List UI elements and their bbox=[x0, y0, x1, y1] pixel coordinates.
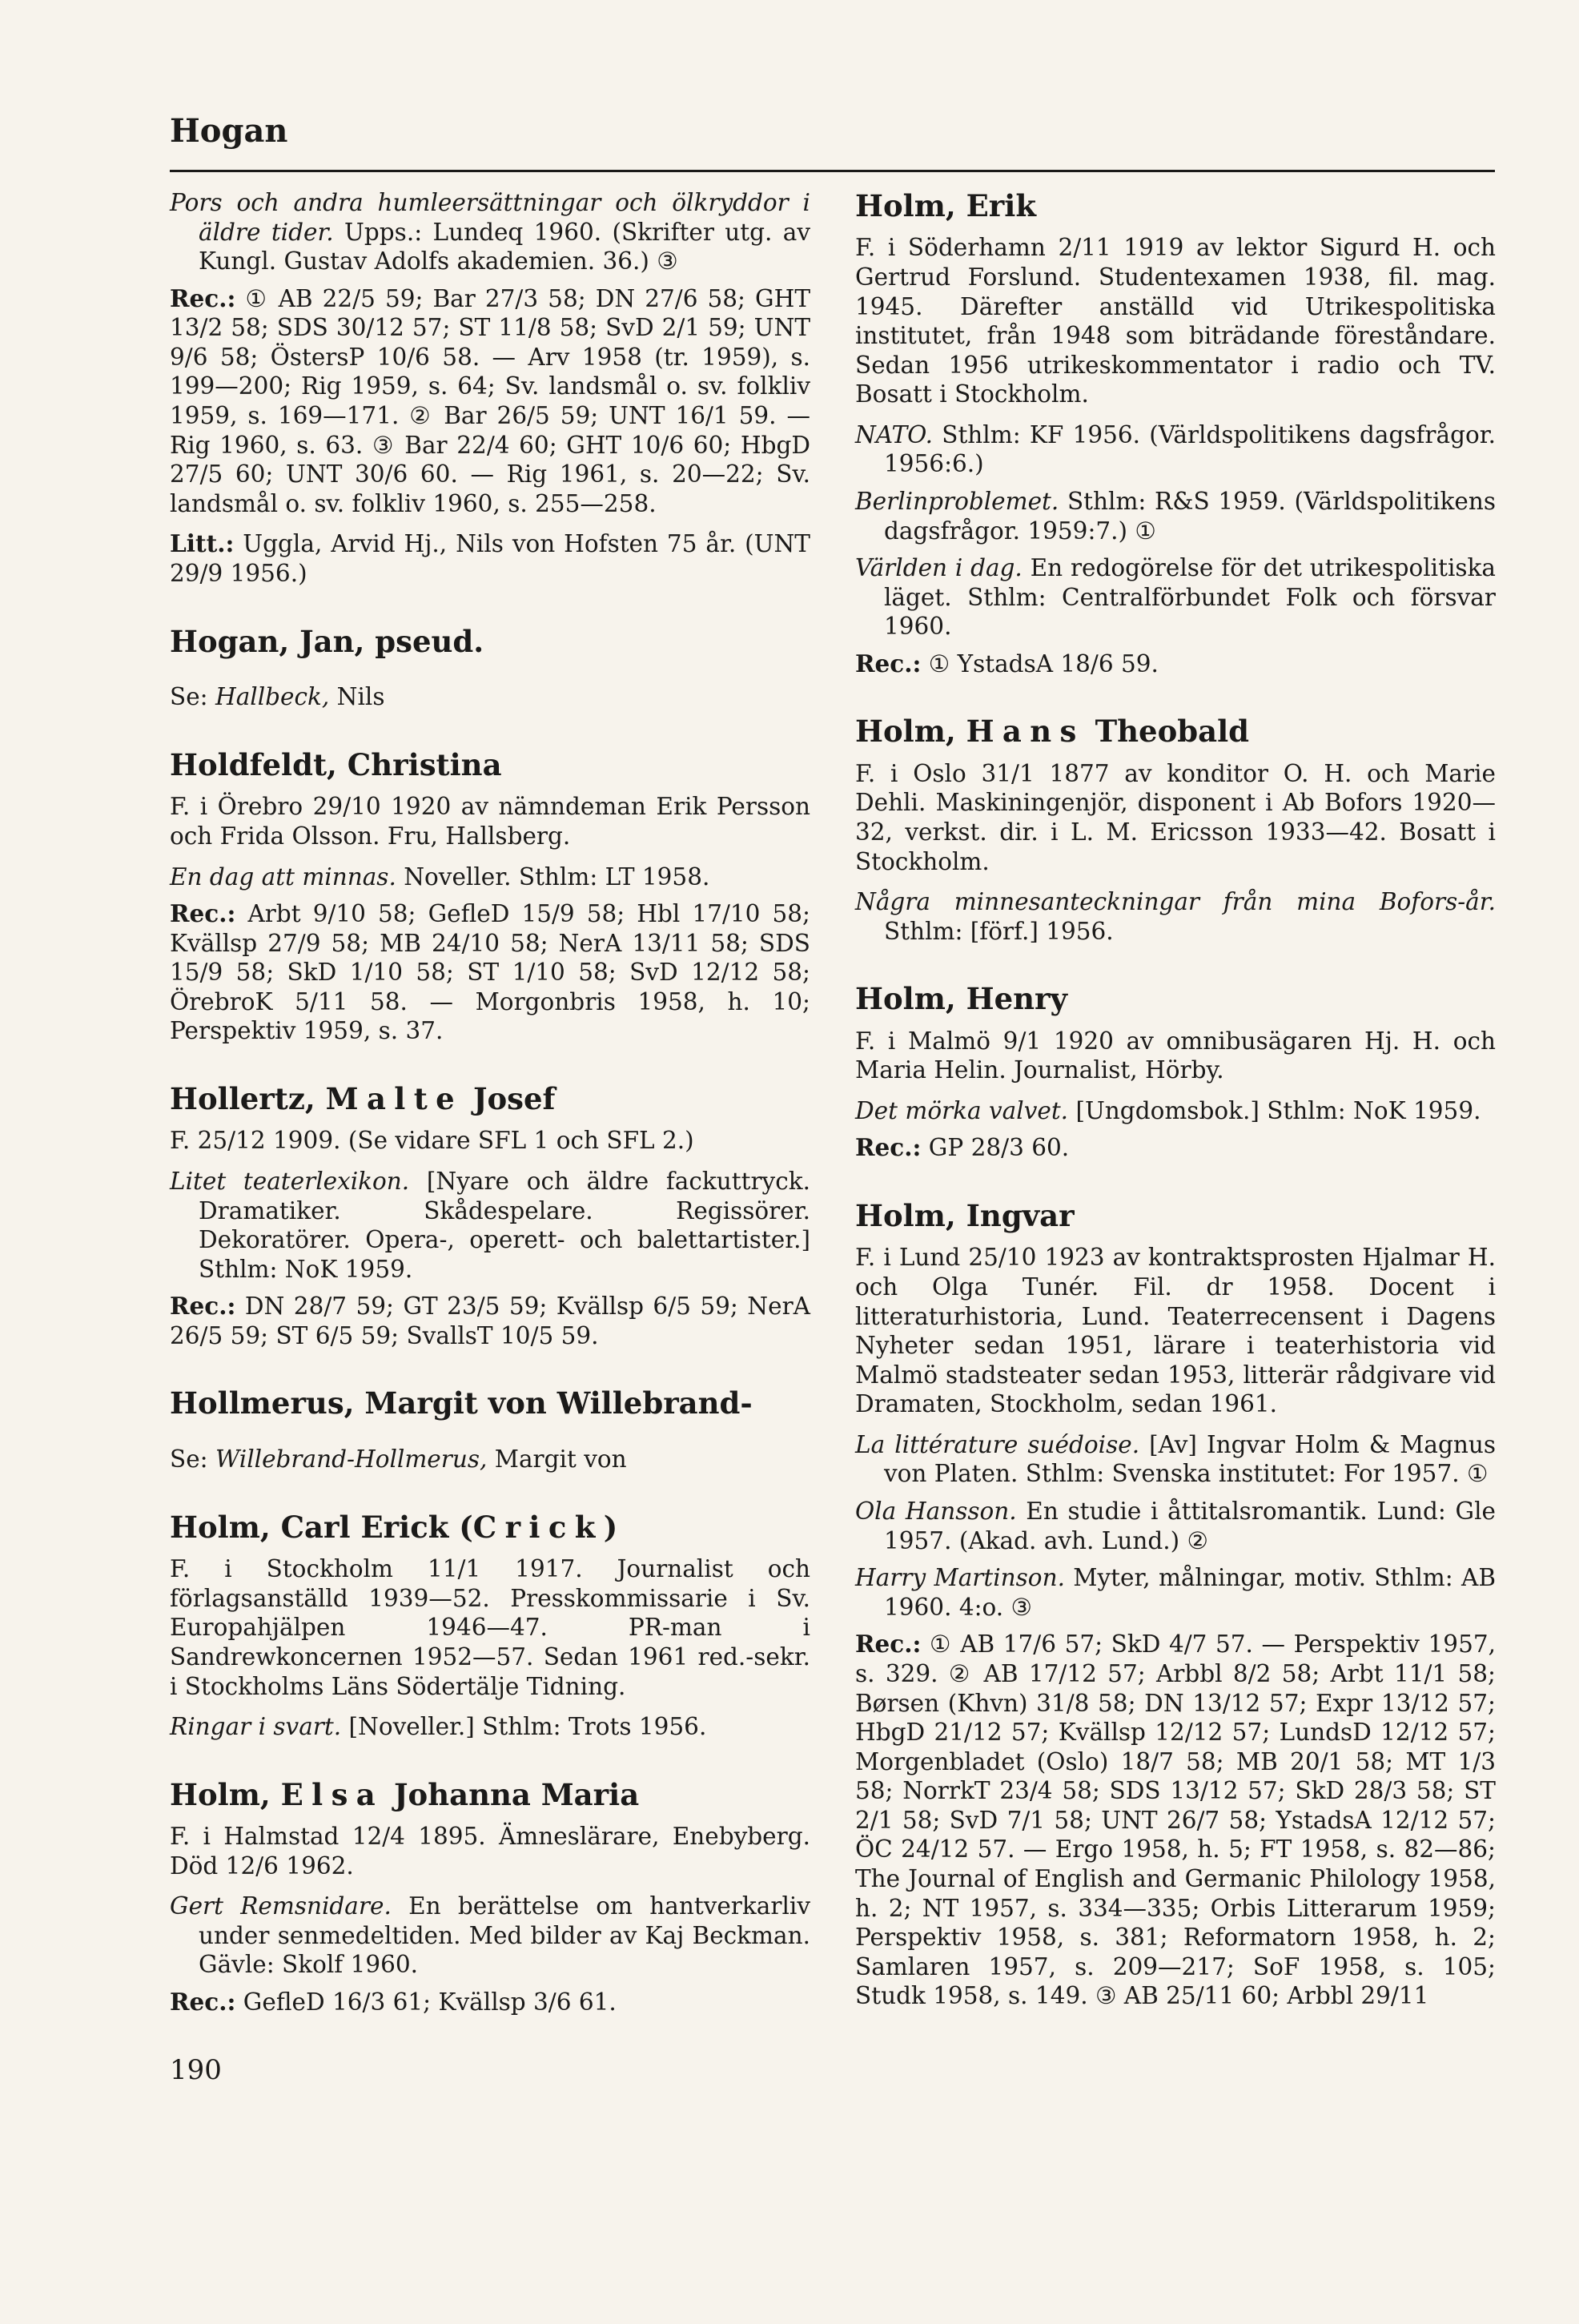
entry-hollertz bbox=[170, 1081, 810, 1350]
biography: F. i Malmö 9/1 1920 av omnibusägaren Hj. H. och Maria Helin. Journalist, Hörby. bbox=[855, 1027, 1496, 1084]
see-prefix: Se: bbox=[170, 1445, 215, 1474]
entry-name: Holm, Ingvar bbox=[855, 1198, 1075, 1234]
reviews-label: Rec.: bbox=[170, 283, 236, 312]
reviews-text: ① AB 22/5 59; Bar 27/3 58; DN 27/6 58; GHT 13/2 58; SDS 30/12 57; ST 11/8 58; SvD 2/1 59; UNT 9/6 58; ÖstersP 10/6 58. — Arv 1958 (tr. 1959), s. 199—200; Rig 1959, s. 64; Sv. landsmål o. sv. folkliv 1959, s. 169—171. ② Bar 26/5 59; UNT 16/1 59. — Rig 1960, s. 63. ③ Bar 22/4 60; GHT 10/6 60; HbgD 27/5 60; UNT 30/6 60. — Rig 1961, s. 20—22; Sv. landsmål o. sv. folkliv 1960, s. 255—258. bbox=[170, 284, 810, 517]
work-details: Noveller. Sthlm: LT 1958. bbox=[396, 862, 710, 891]
work-details: [Av] Ingvar Holm & Magnus von Platen. Sthlm: Svenska institutet: For 1957. ① bbox=[884, 1430, 1496, 1488]
reviews-label: Rec.: bbox=[855, 649, 922, 677]
cross-reference bbox=[170, 1445, 810, 1474]
biography: F. i Stockholm 11/1 1917. Journalist och förlagsanställd 1939—52. Presskommissarie i Sv. Europahjälpen 1946—47. PR-man i Sandrewkoncernen 1952—57. Sedan 1961 red.-sekr. i Stockholms Läns Södertälje Tidning. bbox=[170, 1555, 810, 1700]
entry-name: Holdfeldt, Christina bbox=[170, 746, 502, 782]
reviews bbox=[855, 1133, 1496, 1163]
entry-hogan-jan bbox=[170, 624, 810, 712]
reviews bbox=[170, 1292, 810, 1350]
work-details: Sthlm: R&S 1959. (Världspolitikens dagsfrågor. 1959:7.) ① bbox=[884, 488, 1496, 545]
entry-name bbox=[170, 1510, 810, 1545]
work-item bbox=[855, 1096, 1496, 1126]
entry-holm-henry bbox=[855, 981, 1496, 1163]
name-part: Hollertz, bbox=[170, 1081, 326, 1116]
entry-holm-erik bbox=[855, 188, 1496, 678]
work-title: Gert Remsnidare. bbox=[170, 1892, 392, 1920]
entry-holm-carl bbox=[170, 1510, 810, 1742]
name-spaced-part: Malte bbox=[325, 1081, 464, 1116]
biography: F. i Lund 25/10 1923 av kontraktsprosten Hjalmar H. och Olga Tunér. Fil. dr 1958. Docent i litteraturhistoria, Lund. Teaterrecensent i Dagens Nyheter sedan 1951, lärare i teaterhistoria vid Malmö stadsteater sedan 1953, litterär rådgivare vid Dramaten, Stockholm, sedan 1961. bbox=[855, 1244, 1496, 1418]
work-title: Några minnesanteckningar från mina Bofors-år. bbox=[855, 888, 1496, 916]
entry-name: Hogan, Jan, pseud. bbox=[170, 623, 484, 659]
reviews bbox=[170, 1988, 810, 2017]
work-item bbox=[855, 487, 1496, 545]
literature-text: Uggla, Arvid Hj., Nils von Hofsten 75 år. (UNT 29/9 1956.) bbox=[170, 530, 810, 587]
work-details: [Ungdomsbok.] Sthlm: NoK 1959. bbox=[1068, 1096, 1481, 1124]
work-item bbox=[855, 1430, 1496, 1489]
reviews-label: Rec.: bbox=[170, 1988, 236, 2016]
name-part: Theobald bbox=[1084, 714, 1250, 750]
work-details: Myter, målningar, motiv. Sthlm: AB 1960. 4:o. ③ bbox=[884, 1564, 1496, 1621]
work-title: Ringar i svart. bbox=[170, 1713, 342, 1741]
work-item bbox=[170, 1167, 810, 1284]
name-part: Josef bbox=[463, 1081, 556, 1116]
work-title: Världen i dag. bbox=[855, 554, 1023, 582]
reviews-text: DN 28/7 59; GT 23/5 59; Kvällsp 6/5 59; NerA 26/5 59; ST 6/5 59; SvallsT 10/5 59. bbox=[170, 1293, 810, 1349]
biography: F. i Örebro 29/10 1920 av nämndeman Erik Persson och Frida Olsson. Fru, Hallsberg. bbox=[170, 793, 810, 850]
biography: F. i Halmstad 12/4 1895. Ämneslärare, Enebyberg. Död 12/6 1962. bbox=[170, 1823, 810, 1880]
entry-holdfeldt bbox=[170, 747, 810, 1046]
entry-holm-ingvar bbox=[855, 1198, 1496, 2011]
name-spaced-part: Crick bbox=[472, 1509, 604, 1545]
work-item bbox=[855, 1563, 1496, 1622]
work-item bbox=[855, 887, 1496, 946]
work-item bbox=[855, 553, 1496, 641]
work-details: [Noveller.] Sthlm: Trots 1956. bbox=[341, 1713, 707, 1741]
name-part: ) bbox=[603, 1509, 618, 1545]
work-title: Litet teaterlexikon. bbox=[170, 1167, 410, 1195]
reviews-text: GefleD 16/3 61; Kvällsp 3/6 61. bbox=[235, 1988, 617, 2016]
reviews-text: GP 28/3 60. bbox=[921, 1134, 1070, 1162]
biography: F. 25/12 1909. (Se vidare SFL 1 och SFL 2.) bbox=[170, 1127, 694, 1155]
entry-name bbox=[170, 1777, 810, 1812]
right-column bbox=[855, 188, 1496, 2046]
work-item bbox=[170, 862, 810, 892]
reviews-text: ① AB 17/6 57; SkD 4/7 57. — Perspektiv 1957, s. 329. ② AB 17/12 57; Arbbl 8/2 58; Arbt 11/1 58; Børsen (Khvn) 31/8 58; DN 13/12 57; Expr 13/12 57; HbgD 21/12 57; Kvällsp 12/12 57; LundsD 12/12 57; Morgenbladet (Oslo) 18/7 58; MB 20/1 58; MT 1/3 58; NorrkT 23/4 58; SDS 13/12 57; SkD 28/3 58; ST 2/1 58; SvD 7/1 58; UNT 26/7 58; YstadsA 12/12 57; ÖC 24/12 57. — Ergo 1958, h. 5; FT 1958, s. 82—86; The Journal of English and Germanic Philology 1958, h. 2; NT 1957, s. 334—335; Orbis Litterarum 1959; Perspektiv 1958, s. 381; Reformatorn 1958, h. 2; Samlaren 1957, s. 209—217; SoF 1958, s. 105; Studk 1958, s. 149. ③ AB 25/11 60; Arbbl 29/11 bbox=[855, 1630, 1496, 2010]
reviews bbox=[855, 1630, 1496, 2011]
work-item bbox=[855, 420, 1496, 479]
left-column bbox=[170, 188, 810, 2053]
running-head: Hogan bbox=[170, 112, 288, 150]
work-details: En berättelse om hantverkarliv under senmedeltiden. Med bilder av Kaj Beckman. Gävle: Skolf 1960. bbox=[199, 1892, 811, 1979]
work-title: La littérature suédoise. bbox=[855, 1430, 1140, 1458]
entry-name: Hollmerus, Margit von Willebrand- bbox=[170, 1385, 753, 1421]
biography: F. i Söderhamn 2/11 1919 av lektor Sigurd H. och Gertrud Forslund. Studentexamen 1938, fil. mag. 1945. Därefter anställd vid Utrikespolitiska institutet, från 1948 som biträdande föreståndare. Sedan 1956 utrikeskommentator i radio och TV. Bosatt i Stockholm. bbox=[855, 234, 1496, 408]
literature-label: Litt.: bbox=[170, 529, 235, 558]
see-target: Willebrand-Hollmerus, bbox=[215, 1445, 488, 1474]
reviews-text: ① YstadsA 18/6 59. bbox=[921, 649, 1159, 677]
work-title: Pors och andra humleersättningar och ölkryddor i äldre tider. bbox=[170, 189, 810, 246]
reviews-label: Rec.: bbox=[170, 899, 236, 928]
work-title: Harry Martinson. bbox=[855, 1564, 1065, 1592]
entry-holm-hans bbox=[855, 714, 1496, 946]
see-target-rest: Margit von bbox=[487, 1445, 627, 1474]
work-item bbox=[170, 188, 810, 276]
name-spaced-part: Hans bbox=[966, 714, 1085, 750]
see-target-rest: Nils bbox=[329, 683, 385, 711]
see-prefix: Se: bbox=[170, 683, 215, 711]
reviews bbox=[170, 899, 810, 1046]
work-item bbox=[170, 1712, 810, 1742]
reviews-label: Rec.: bbox=[855, 1133, 922, 1162]
reviews-label: Rec.: bbox=[170, 1292, 236, 1321]
entry-name: Holm, Henry bbox=[855, 981, 1067, 1017]
name-part: Holm, bbox=[170, 1776, 281, 1812]
work-title: Berlinproblemet. bbox=[855, 488, 1059, 516]
entry-name bbox=[855, 714, 1496, 749]
entry-name: Holm, Erik bbox=[855, 188, 1036, 223]
work-details: En studie i åttitalsromantik. Lund: Gle 1957. (Akad. avh. Lund.) ② bbox=[884, 1498, 1497, 1554]
see-target: Hallbeck, bbox=[215, 683, 330, 711]
entry-holm-elsa bbox=[170, 1777, 810, 2017]
work-details: Upps.: Lundeq 1960. (Skrifter utg. av Kungl. Gustav Adolfs akademien. 36.) ③ bbox=[199, 218, 811, 275]
work-title: Ola Hansson. bbox=[855, 1498, 1017, 1526]
name-spaced-part: Elsa bbox=[280, 1776, 384, 1812]
work-details: [Nyare och äldre fackuttryck. Dramatiker. Skådespelare. Regissörer. Dekoratörer. Opera-, operett- och balettartister.] Sthlm: NoK 1959. bbox=[199, 1167, 810, 1283]
work-title: En dag att minnas. bbox=[170, 862, 396, 891]
work-item bbox=[855, 1497, 1496, 1555]
entry-hollmerus bbox=[170, 1385, 810, 1474]
name-part: Holm, bbox=[855, 714, 966, 750]
name-part: Johanna Maria bbox=[384, 1776, 640, 1812]
name-part: Holm, Carl Erick ( bbox=[170, 1509, 473, 1545]
page-number: 190 bbox=[170, 2054, 222, 2086]
entry-name bbox=[170, 1081, 810, 1116]
reviews-text: Arbt 9/10 58; GefleD 15/9 58; Hbl 17/10 58; Kvällsp 27/9 58; MB 24/10 58; NerA 13/11 58; SDS 15/9 58; SkD 1/10 58; ST 1/10 58; SvD 12/12 58; ÖrebroK 5/11 58. — Morgonbris 1958, h. 10; Perspektiv 1959, s. 37. bbox=[170, 900, 810, 1045]
work-item bbox=[170, 1892, 810, 1980]
work-details: En redogörelse för det utrikespolitiska läget. Sthlm: Centralförbundet Folk och försvar 1960. bbox=[884, 554, 1497, 641]
reviews-label: Rec.: bbox=[855, 1630, 922, 1659]
work-details: Sthlm: KF 1956. (Världspolitikens dagsfrågor. 1956:6.) bbox=[884, 420, 1496, 478]
entry-hogan-continued bbox=[170, 188, 810, 589]
biography: F. i Oslo 31/1 1877 av konditor O. H. och Marie Dehli. Maskiningenjör, disponent i Ab Bofors 1920—32, verkst. dir. i L. M. Ericsson 1933—42. Bosatt i Stockholm. bbox=[855, 759, 1496, 875]
cross-reference bbox=[170, 682, 810, 712]
work-title: NATO. bbox=[855, 420, 934, 448]
header-rule bbox=[170, 170, 1495, 172]
literature bbox=[170, 529, 810, 588]
reviews bbox=[855, 649, 1496, 679]
work-title: Det mörka valvet. bbox=[855, 1096, 1069, 1124]
reviews bbox=[170, 284, 810, 519]
work-details: Sthlm: [förf.] 1956. bbox=[884, 917, 1114, 945]
